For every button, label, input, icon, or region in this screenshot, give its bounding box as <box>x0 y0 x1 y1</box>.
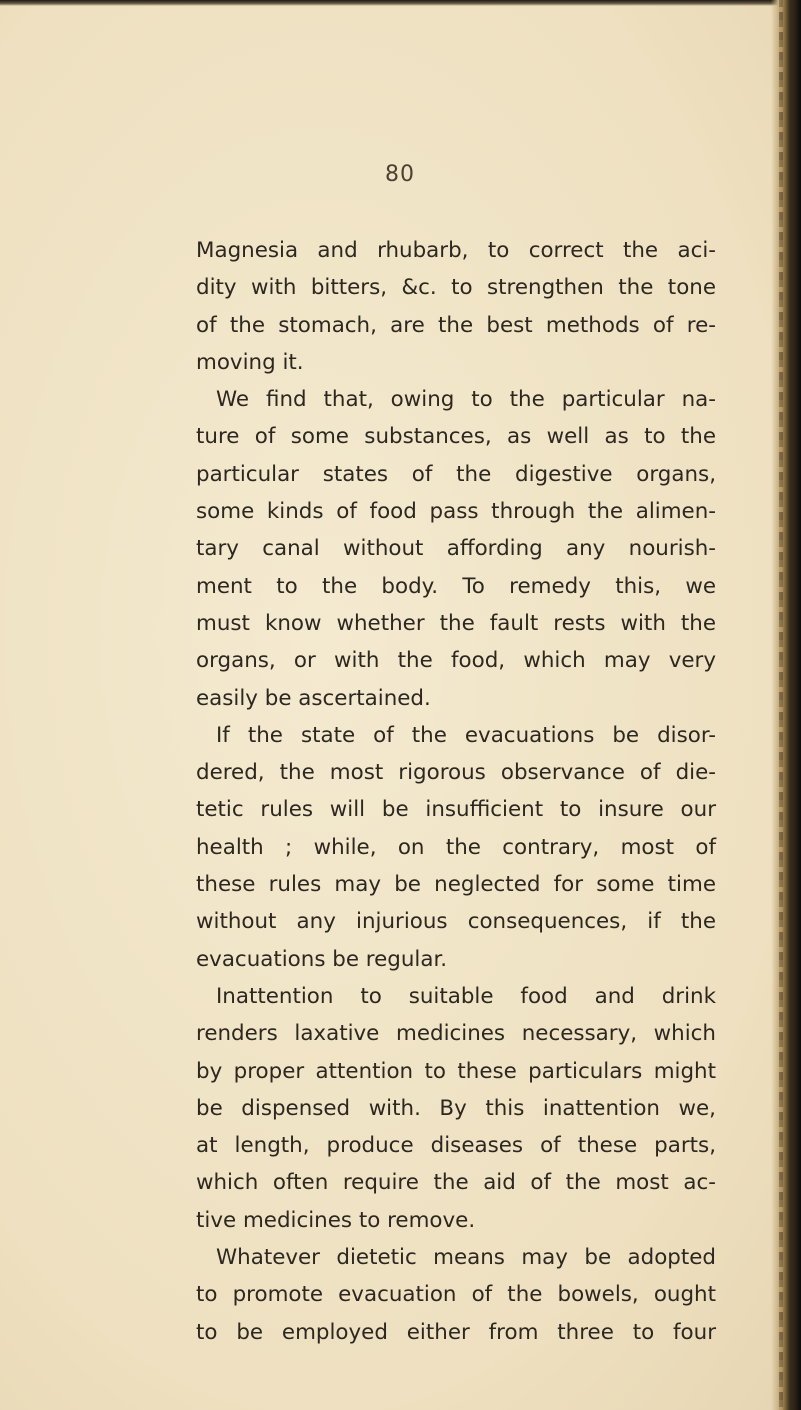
body-text <box>196 232 716 1351</box>
text-line: to be employed either from three to four <box>196 1319 716 1345</box>
text-line: some kinds of food pass through the alimen- <box>196 499 716 525</box>
text-line: ture of some substances, as well as to the <box>196 424 716 450</box>
text-line: tive medicines to remove. <box>196 1207 476 1233</box>
text-line: easily be ascertained. <box>196 685 431 711</box>
text-line: evacuations be regular. <box>196 946 448 972</box>
text-line: If the state of the evacuations be disor- <box>216 722 716 748</box>
text-line: renders laxative medicines necessary, which <box>196 1021 716 1047</box>
text-line: organs, or with the food, which may very <box>196 648 716 674</box>
text-line: of the stomach, are the best methods of re- <box>196 312 716 338</box>
text-line: tetic rules will be insufficient to insure our <box>196 797 716 823</box>
page-top-edge <box>0 0 801 6</box>
text-line: moving it. <box>196 349 304 375</box>
text-line: ment to the body. To remedy this, we <box>196 573 716 599</box>
page-number: 80 <box>385 162 415 187</box>
text-line: We find that, owing to the particular na- <box>216 387 716 413</box>
text-line: Inattention to suitable food and drink <box>216 983 716 1009</box>
text-line: which often require the aid of the most ac- <box>196 1170 716 1196</box>
text-line: particular states of the digestive organs, <box>196 461 716 487</box>
text-line: must know whether the fault rests with the <box>196 610 716 636</box>
text-line: Whatever dietetic means may be adopted <box>216 1245 716 1271</box>
text-line: these rules may be neglected for some time <box>196 872 716 898</box>
text-line: to promote evacuation of the bowels, ought <box>196 1282 716 1308</box>
text-line: health ; while, on the contrary, most of <box>196 834 716 860</box>
text-line: Magnesia and rhubarb, to correct the aci- <box>196 238 716 263</box>
text-line: by proper attention to these particulars might <box>196 1058 716 1084</box>
text-line: dered, the most rigorous observance of die- <box>196 760 716 786</box>
text-line: at length, produce diseases of these parts, <box>196 1133 716 1159</box>
text-line: tary canal without affording any nourish- <box>196 536 716 562</box>
text-line: be dispensed with. By this inattention we, <box>196 1095 716 1121</box>
page-binding-edge <box>771 0 801 1410</box>
text-line: without any injurious consequences, if the <box>196 909 716 935</box>
text-line: dity with bitters, &c. to strengthen the tone <box>196 275 716 301</box>
